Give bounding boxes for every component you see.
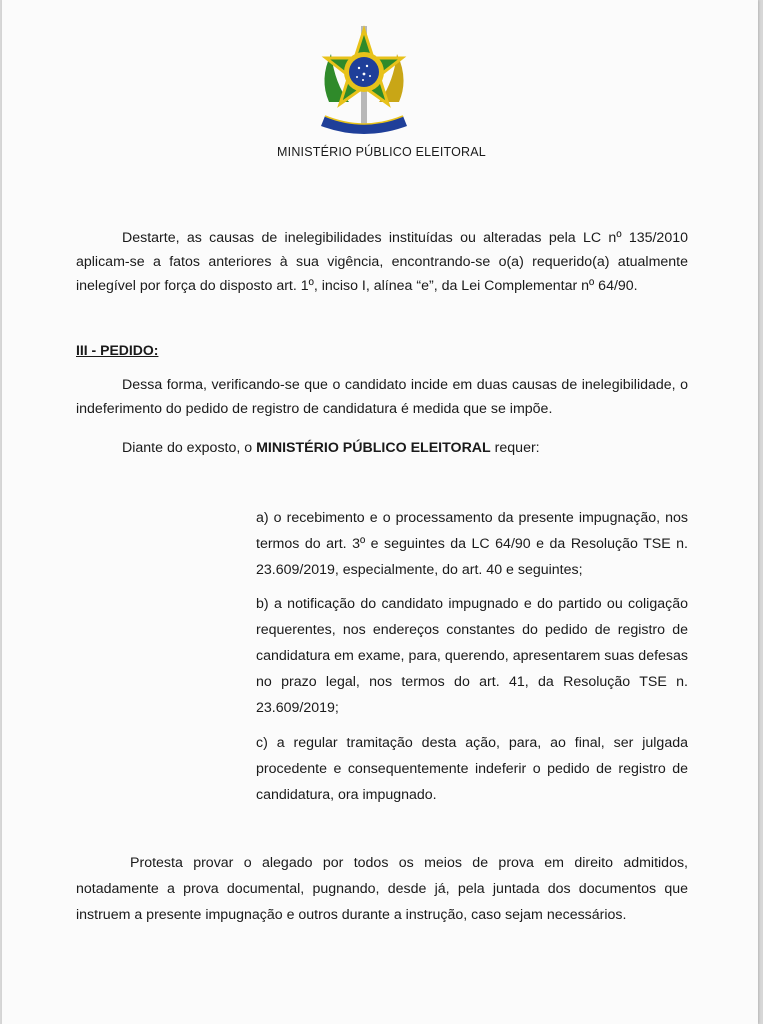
paragraph-conclusion-text: Dessa forma, verificando-se que o candidato incide em duas causas de inelegibilidade, o indeferimento do pedido de registro de candidatura é medida que se impõe. [76, 377, 688, 417]
request-intro-before: Diante do exposto, o [122, 440, 257, 456]
section-heading-pedido: III - PEDIDO: [76, 342, 159, 358]
request-intro-after: requer: [490, 440, 540, 456]
request-item-a: a) o recebimento e o processamento da presente impugnação, nos termos do art. 3º e seguintes da LC 64/90 e da Resolução TSE n. 23.609/2019, especialmente, do art. 40 e seguintes; [256, 510, 688, 578]
paragraph-request-intro [76, 436, 688, 460]
paragraph-evidence-text: Protesta provar o alegado por todos os meios de prova em direito admitidos, notadamente a prova documental, pugnando, desde já, pela juntada dos documentos que instruem a presente impugnação e outros durante a instrução, caso sejam necessários. [76, 855, 688, 923]
request-item-c: c) a regular tramitação desta ação, para, ao final, ser julgada procedente e consequentemente indeferir o pedido de registro de candidatura, ora impugnado. [256, 735, 688, 803]
institution-header: MINISTÉRIO PÚBLICO ELEITORAL [277, 145, 486, 159]
coat-of-arms-emblem [309, 24, 419, 136]
request-item-b: b) a notificação do candidato impugnado e do partido ou coligação requerentes, nos endereços constantes do pedido de registro de candidatura em exame, para, querendo, apresentarem suas defesas no prazo legal, nos termos do art. 41, da Resolução TSE n. 23.609/2019; [256, 596, 688, 716]
paragraph-conclusion [76, 373, 688, 421]
paragraph-evidence [76, 850, 688, 928]
paragraph-inelegibility [76, 226, 688, 298]
paragraph-inelegibility-text: Destarte, as causas de inelegibilidades instituídas ou alteradas pela LC nº 135/2010 aplicam-se a fatos anteriores à sua vigência, encontrando-se o(a) requerido(a) atualmente inelegível por força do disposto art. 1º, inciso I, alínea “e”, da Lei Complementar nº 64/90. [76, 230, 688, 294]
request-intro-bold: MINISTÉRIO PÚBLICO ELEITORAL [256, 440, 491, 456]
